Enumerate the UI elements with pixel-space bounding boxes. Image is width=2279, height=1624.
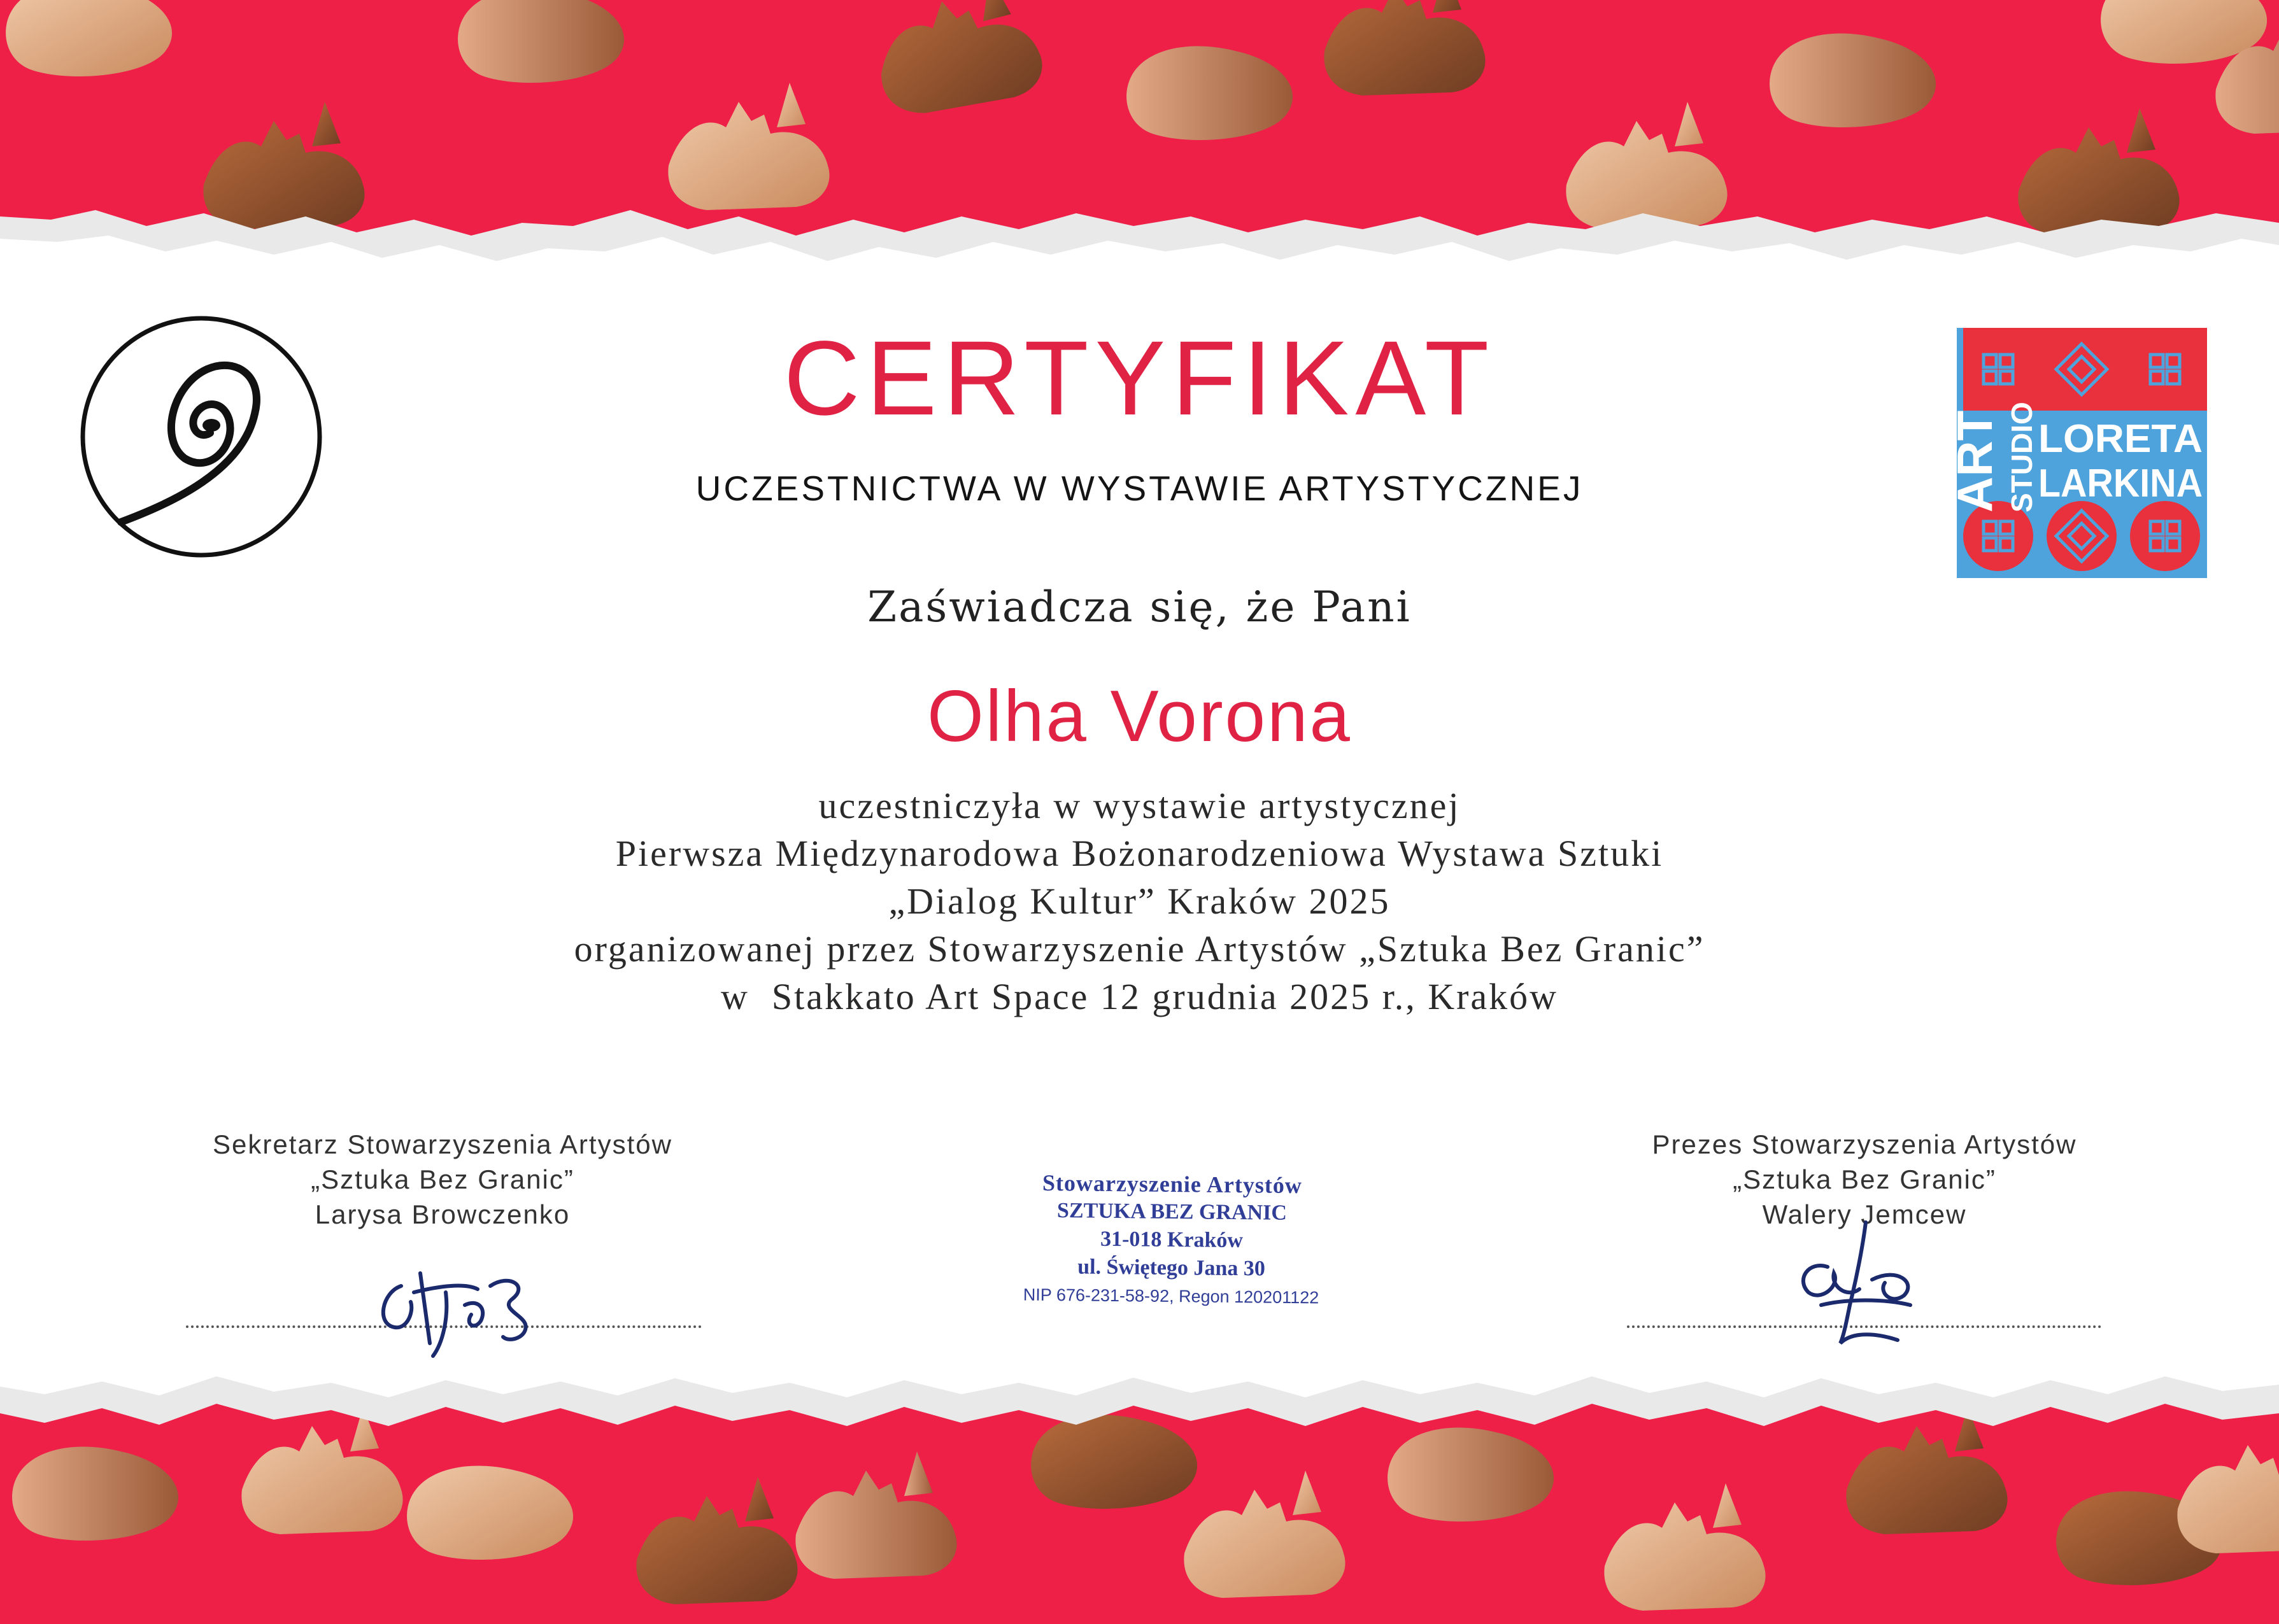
stamp-line: 31-018 Kraków	[1100, 1227, 1244, 1253]
body-line: w Stakkato Art Space 12 grudnia 2025 r., Kraków	[720, 976, 1559, 1017]
logo-word-studio: STUDIO	[2005, 402, 2038, 512]
association-stamp	[990, 1168, 1354, 1312]
left-signatory	[156, 1127, 729, 1232]
recipient-name: Olha Vorona	[927, 676, 1352, 757]
certificate-title: CERTYFIKAT	[783, 320, 1496, 437]
stamp-line: SZTUKA BEZ GRANIC	[1056, 1199, 1288, 1225]
right-signatory-name: Walery Jemcew	[1762, 1199, 1967, 1229]
body-line: organizowanej przez Stowarzyszenie Artystów „Sztuka Bez Granic”	[574, 928, 1705, 970]
left-signatory-name: Larysa Browczenko	[315, 1199, 571, 1229]
stamp-line: Stowarzyszenie Artystów	[1042, 1169, 1303, 1199]
body-line: Pierwsza Międzynarodowa Bożonarodzeniowa Wystawa Sztuki	[615, 833, 1664, 874]
right-signatory-organization: „Sztuka Bez Granic”	[1733, 1164, 1996, 1194]
left-signatory-organization: „Sztuka Bez Granic”	[311, 1164, 574, 1194]
logo-name-line2: LARKINA	[2038, 462, 2203, 505]
body-line: „Dialog Kultur” Kraków 2025	[888, 880, 1391, 922]
certificate-subtitle: UCZESTNICTWA W WYSTAWIE ARTYSTYCZNEJ	[695, 469, 1584, 508]
logo-name-line1: LORETA	[2038, 417, 2203, 461]
certificate-body	[0, 782, 2279, 1020]
left-handwritten-signature	[369, 1248, 573, 1375]
right-signatory-role: Prezes Stowarzyszenia Artystów	[1652, 1129, 2077, 1159]
torn-paper-edge-top	[0, 191, 2279, 299]
stamp-line: ul. Świętego Jana 30	[1077, 1255, 1266, 1281]
certifies-statement: Zaświadcza się, że Pani	[867, 583, 1412, 632]
stamp-line: NIP 676-231-58-92, Regon 120201122	[1023, 1285, 1319, 1308]
right-handwritten-signature	[1783, 1210, 1961, 1356]
left-signatory-role: Sekretarz Stowarzyszenia Artystów	[213, 1129, 672, 1159]
top-decorative-band	[0, 0, 2279, 299]
body-line: uczestniczyła w wystawie artystycznej	[818, 785, 1461, 826]
logo-word-art: ART	[1947, 410, 2003, 512]
bottom-decorative-band	[0, 1337, 2279, 1624]
